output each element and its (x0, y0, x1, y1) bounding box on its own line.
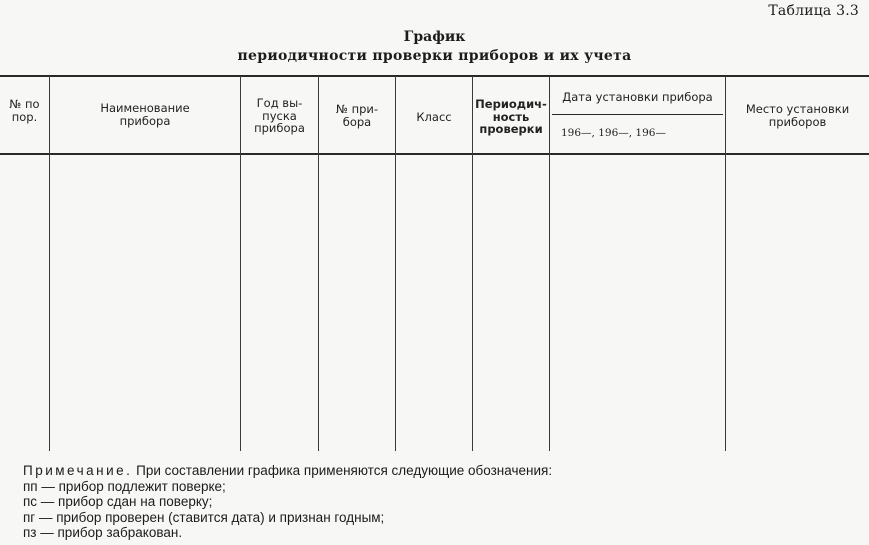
header-place: Место установки приборов (745, 102, 850, 129)
table-top-border (0, 75, 869, 77)
col-sep-3 (318, 76, 319, 451)
header-install-date-years: 196—, 196—, 196— (561, 127, 666, 139)
table-title: График (403, 29, 466, 45)
note-item: пз — прибор забракован. (23, 525, 183, 541)
note-item: пг — прибор проверен (ставится дата) и признан годным; (23, 509, 385, 525)
note-heading: Примечание. (23, 463, 133, 478)
note-intro: При составлении графика применяются следующие обозначения: (132, 463, 553, 478)
col-sep-1 (49, 76, 50, 451)
col-sep-6 (549, 76, 550, 451)
header-name: Наименование прибора (100, 101, 190, 128)
header-class: Класс (416, 110, 452, 124)
table-subtitle: периодичности проверки приборов и их учета (237, 48, 632, 64)
table-number: Таблица 3.3 (768, 3, 859, 19)
header-device-no: № при- бора (335, 102, 379, 129)
col-sep-7 (725, 76, 726, 451)
note-item: пс — прибор сдан на поверку; (23, 494, 213, 510)
header-year: Год вы- пуска прибора (254, 96, 305, 135)
header-period: Периодич- ность проверки (475, 97, 547, 136)
header-num: № по пор. (9, 97, 40, 124)
date-subheader-divider (552, 114, 723, 115)
col-sep-4 (395, 76, 396, 451)
note-item: пп — прибор подлежит поверке; (23, 478, 226, 494)
table-header-border (0, 153, 869, 155)
table-note (23, 463, 552, 541)
note-heading-line (23, 463, 552, 479)
header-install-date: Дата установки прибора (562, 90, 713, 104)
